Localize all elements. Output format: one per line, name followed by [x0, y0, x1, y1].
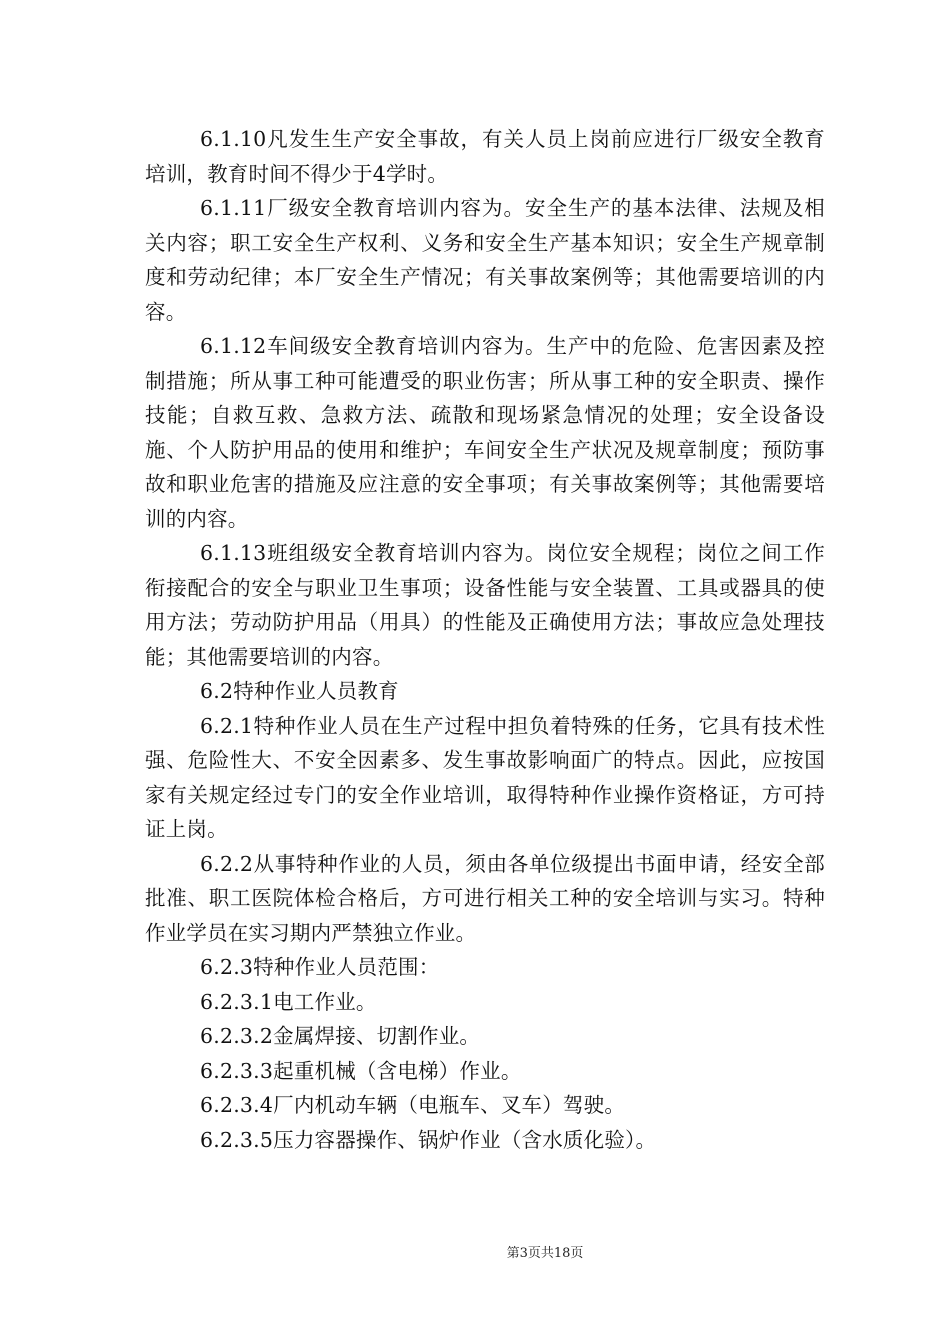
- paragraph-6-2-2: 6.2.2从事特种作业的人员，须由各单位级提出书面申请，经安全部批准、职工医院体检合格后，方可进行相关工种的安全培训与实习。特种作业学员在实习期内严禁独立作业。: [145, 851, 825, 945]
- page-number: 第3页共18页: [506, 1246, 584, 1261]
- paragraph-6-1-12: 6.1.12车间级安全教育培训内容为。生产中的危险、危害因素及控制措施；所从事工种可能遭受的职业伤害；所从事工种的安全职责、操作技能；自救互救、急救方法、疏散和现场紧急情况的处理；安全设备设施、个人防护用品的使用和维护；车间安全生产状况及规章制度；预防事故和职业危害的措施及应注意的安全事项；有关事故案例等；其他需要培训的内容。: [145, 334, 825, 531]
- document-body: [145, 122, 825, 1157]
- paragraph-6-1-13: 6.1.13班组级安全教育培训内容为。岗位安全规程；岗位之间工作衔接配合的安全与职业卫生事项；设备性能与安全装置、工具或器具的使用方法；劳动防护用品（用具）的性能及正确使用方法；事故应急处理技能；其他需要培训的内容。: [145, 541, 825, 669]
- list-item-6-2-3-3: 6.2.3.3起重机械（含电梯）作业。: [200, 1058, 522, 1083]
- list-item-6-2-3-1: 6.2.3.1电工作业。: [200, 989, 377, 1014]
- list-item-6-2-3-4: 6.2.3.4厂内机动车辆（电瓶车、叉车）驾驶。: [200, 1093, 626, 1117]
- paragraph-6-1-11: 6.1.11厂级安全教育培训内容为。安全生产的基本法律、法规及相关内容；职工安全生产权利、义务和安全生产基本知识；安全生产规章制度和劳动纪律；本厂安全生产情况；有关事故案例等；其他需要培训的内容。: [145, 196, 825, 324]
- list-item-6-2-3-5: 6.2.3.5压力容器操作、锅炉作业（含水质化验）。: [200, 1127, 657, 1152]
- paragraph-6-2-3: 6.2.3特种作业人员范围：: [200, 955, 440, 979]
- paragraph-6-1-10: 6.1.10凡发生生产安全事故，有关人员上岗前应进行厂级安全教育培训，教育时间不得少于4学时。: [145, 127, 825, 186]
- list-item-6-2-3-2: 6.2.3.2金属焊接、切割作业。: [200, 1024, 481, 1048]
- paragraph-6-2-1: 6.2.1特种作业人员在生产过程中担负着特殊的任务，它具有技术性强、危险性大、不安全因素多、发生事故影响面广的特点。因此，应按国家有关规定经过专门的安全作业培训，取得特种作业操作资格证，方可持证上岗。: [145, 713, 825, 841]
- section-heading-6-2: 6.2特种作业人员教育: [200, 679, 399, 703]
